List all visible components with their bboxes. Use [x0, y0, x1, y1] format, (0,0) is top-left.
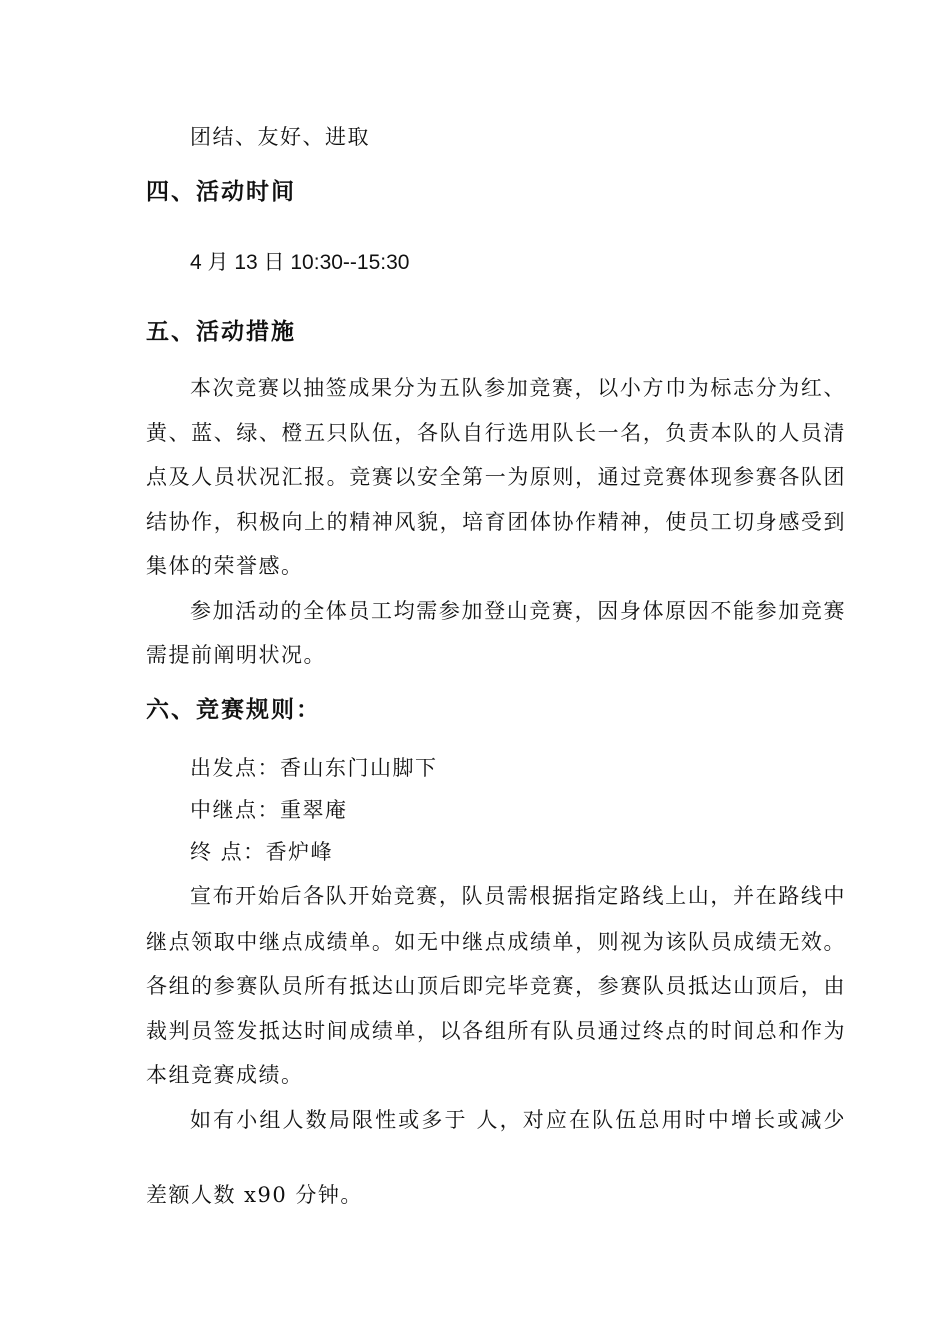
- section-5-heading: 五、活动措施: [146, 319, 296, 345]
- end-point-text: 终 点：香炉峰: [190, 840, 334, 864]
- paragraph-line: 本次竞赛以抽签成果分为五队参加竞赛，以小方巾为标志分为红、: [190, 376, 846, 400]
- paragraph-line: 参加活动的全体员工均需参加登山竞赛，因身体原因不能参加竞赛: [190, 599, 846, 623]
- paragraph-line: 继点领取中继点成绩单。如无中继点成绩单，则视为该队员成绩无效。: [146, 930, 846, 954]
- paragraph-line: 本组竞赛成绩。: [146, 1063, 304, 1087]
- motto-text: 团结、友好、进取: [190, 125, 370, 149]
- paragraph-line: 裁判员签发抵达时间成绩单，以各组所有队员通过终点的时间总和作为: [146, 1019, 846, 1043]
- start-point-text: 出发点：香山东门山脚下: [190, 756, 438, 780]
- relay-point-text: 中继点：重翠庵: [190, 798, 348, 822]
- paragraph-line: 需提前阐明状况。: [146, 643, 326, 667]
- paragraph-line: 宣布开始后各队开始竞赛，队员需根据指定路线上山，并在路线中: [190, 884, 846, 908]
- paragraph-line: 各组的参赛队员所有抵达山顶后即完毕竞赛，参赛队员抵达山顶后，由: [146, 974, 846, 998]
- paragraph-line: 差额人数 x90 分钟。: [146, 1183, 363, 1207]
- paragraph-line: 如有小组人数局限性或多于 人，对应在队伍总用时中增长或减少: [190, 1108, 846, 1132]
- section-6-heading: 六、竞赛规则：: [146, 697, 321, 723]
- paragraph-line: 黄、蓝、绿、橙五只队伍，各队自行选用队长一名，负责本队的人员清: [146, 421, 846, 445]
- activity-time-text: 4 月 13 日 10:30--15:30: [190, 251, 410, 274]
- paragraph-line: 点及人员状况汇报。竞赛以安全第一为原则，通过竞赛体现参赛各队团: [146, 465, 846, 489]
- paragraph-line: 集体的荣誉感。: [146, 554, 304, 578]
- paragraph-line: 结协作，积极向上的精神风貌，培育团体协作精神，使员工切身感受到: [146, 510, 846, 534]
- section-4-heading: 四、活动时间: [146, 179, 296, 205]
